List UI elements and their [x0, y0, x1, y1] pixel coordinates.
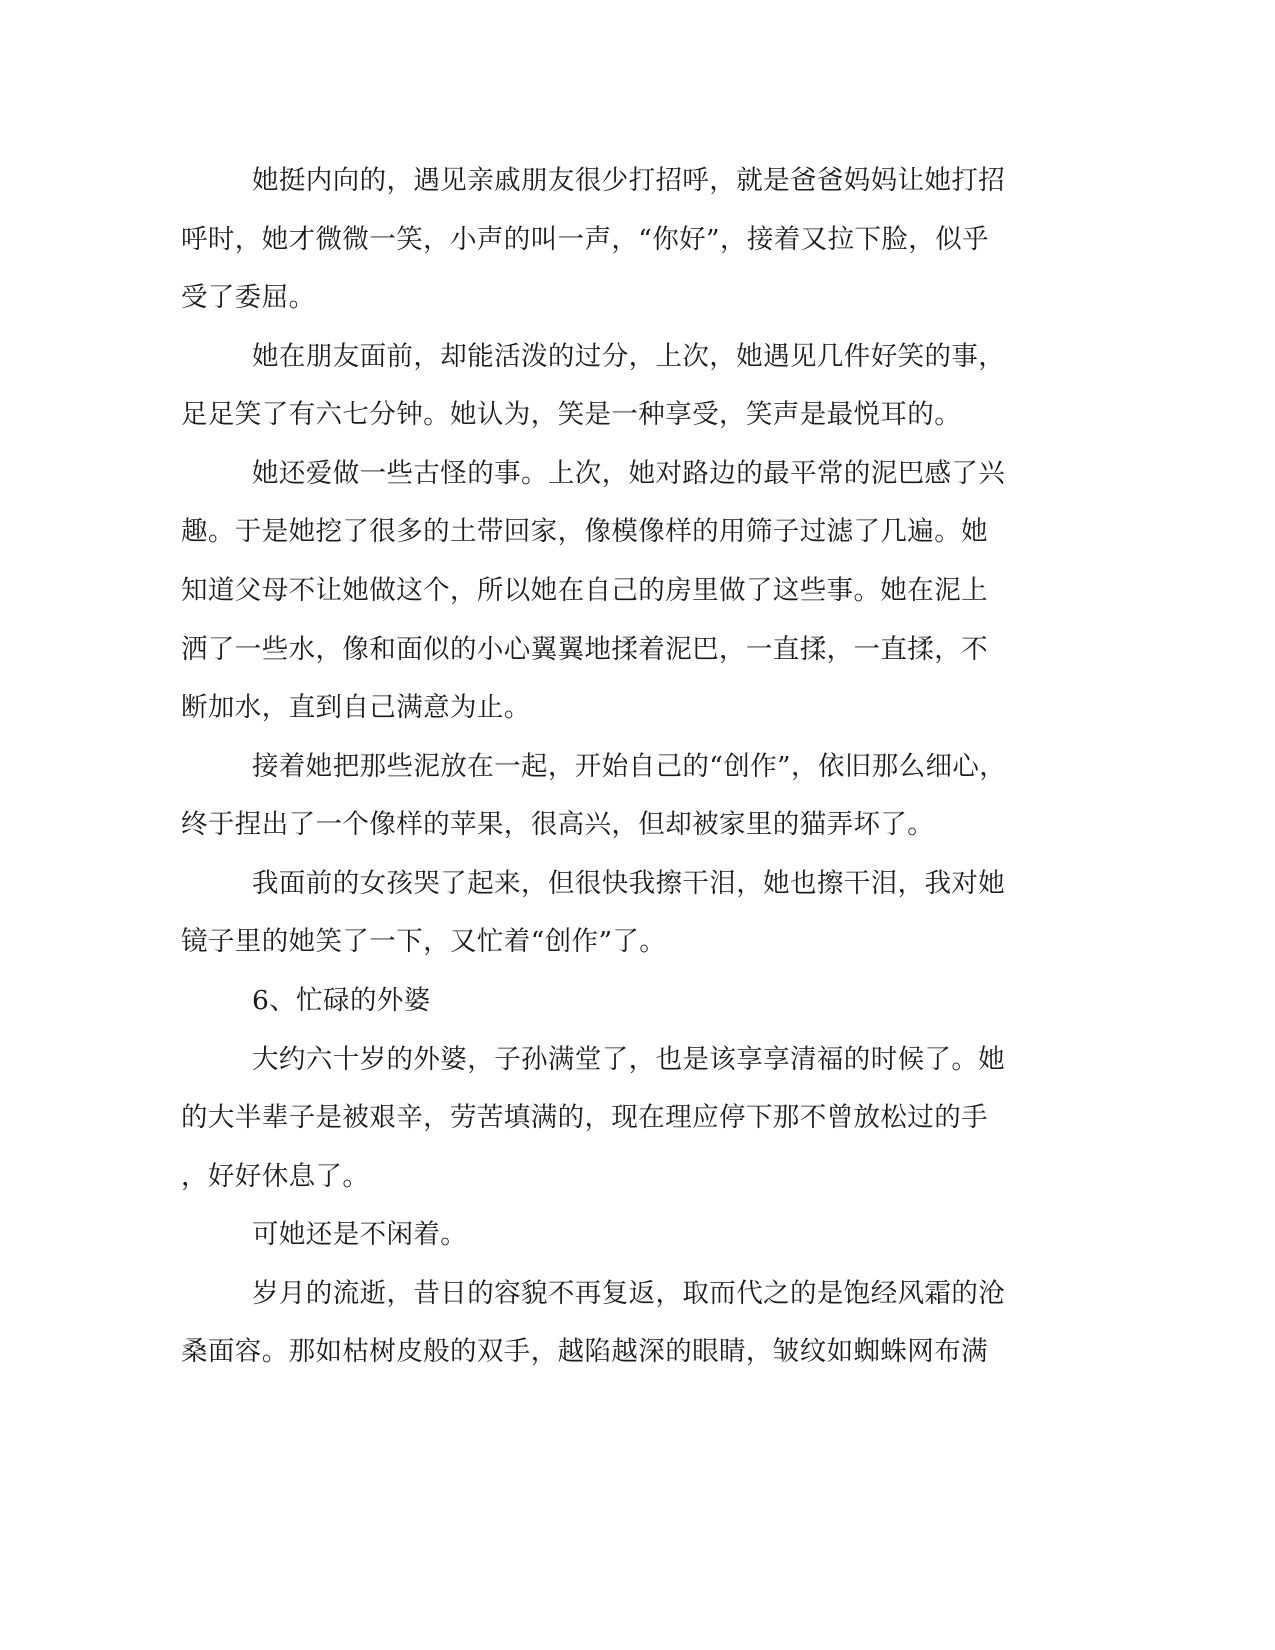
- paragraph-3-line-3: 知道父母不让她做这个，所以她在自己的房里做了这些事。她在泥上: [181, 575, 988, 606]
- paragraph-3-line-1: 她还爱做一些古怪的事。上次，她对路边的最平常的泥巴感了兴: [252, 458, 1006, 489]
- paragraph-9-line-2: 桑面容。那如枯树皮般的双手，越陷越深的眼睛，皱纹如蜘蛛网布满: [181, 1336, 988, 1367]
- paragraph-9-line-1: 岁月的流逝，昔日的容貌不再复返，取而代之的是饱经风霜的沧: [252, 1278, 1006, 1309]
- paragraph-3-line-5: 断加水，直到自己满意为止。: [181, 692, 531, 723]
- paragraph-7-line-3: ，好好休息了。: [181, 1161, 370, 1192]
- paragraph-3-line-4: 洒了一些水，像和面似的小心翼翼地揉着泥巴，一直揉，一直揉，不: [181, 634, 988, 665]
- paragraph-1-line-2: 呼时，她才微微一笑，小声的叫一声，“你好”，接着又拉下脸，似乎: [181, 224, 989, 255]
- paragraph-2-line-1: 她在朋友面前，却能活泼的过分，上次，她遇见几件好笑的事，: [252, 341, 1006, 372]
- paragraph-8-line-1: 可她还是不闲着。: [252, 1219, 468, 1250]
- paragraph-2-line-2: 足足笑了有六七分钟。她认为，笑是一种享受，笑声是最悦耳的。: [181, 399, 962, 430]
- paragraph-4-line-1: 接着她把那些泥放在一起，开始自己的“创作”，依旧那么细心，: [252, 751, 1007, 782]
- paragraph-7-line-2: 的大半辈子是被艰辛，劳苦填满的，现在理应停下那不曾放松过的手: [181, 1102, 988, 1133]
- paragraph-3-line-2: 趣。于是她挖了很多的土带回家，像模像样的用筛子过滤了几遍。她: [181, 516, 988, 547]
- paragraph-5-line-1: 我面前的女孩哭了起来，但很快我擦干泪，她也擦干泪，我对她: [252, 868, 1006, 899]
- paragraph-7-line-1: 大约六十岁的外婆，子孙满堂了，也是该享享清福的时候了。她: [252, 1044, 1006, 1075]
- paragraph-1-line-3: 受了委屈。: [181, 282, 316, 313]
- paragraph-5-line-2: 镜子里的她笑了一下，又忙着“创作”了。: [181, 926, 667, 957]
- section-heading: 6、忙碌的外婆: [252, 985, 431, 1016]
- paragraph-1-line-1: 她挺内向的，遇见亲戚朋友很少打招呼，就是爸爸妈妈让她打招: [252, 165, 1006, 196]
- paragraph-4-line-2: 终于捏出了一个像样的苹果，很高兴，但却被家里的猫弄坏了。: [181, 809, 935, 840]
